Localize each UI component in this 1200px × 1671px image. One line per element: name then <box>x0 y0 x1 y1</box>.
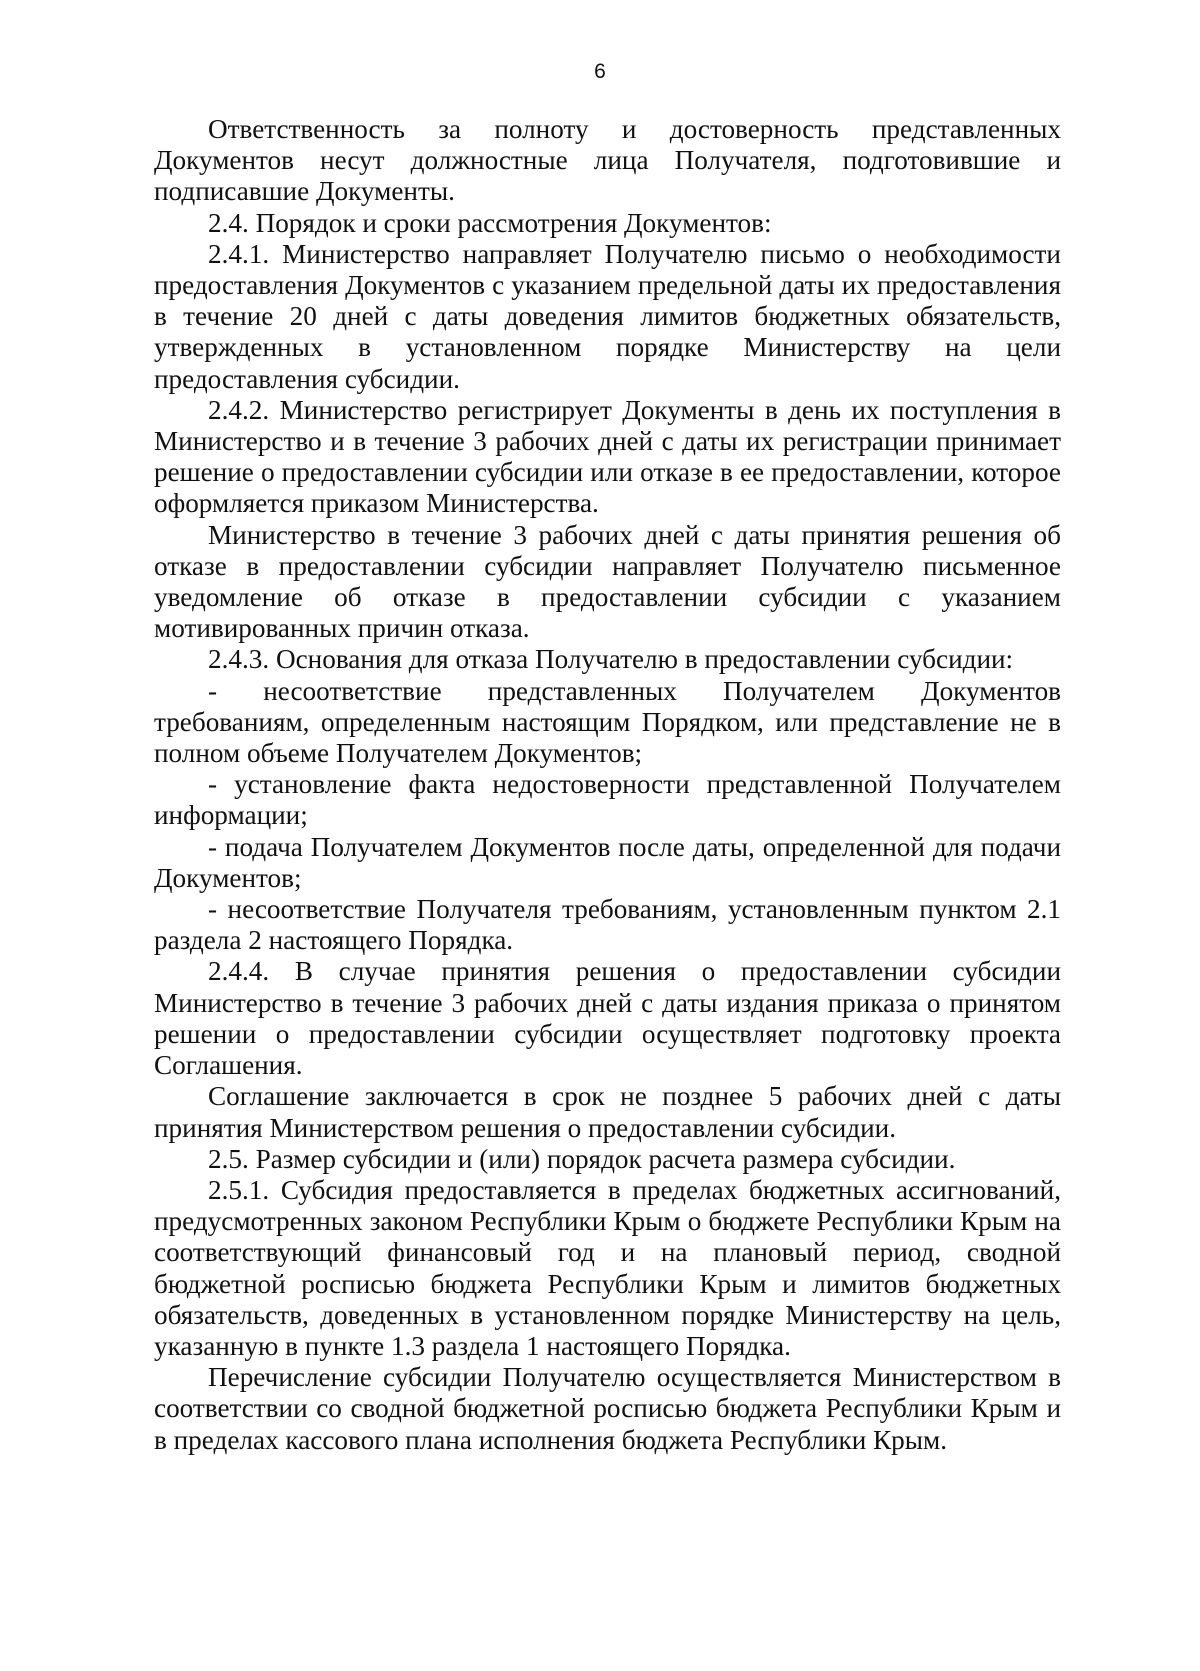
paragraph-2-4-3: 2.4.3. Основания для отказа Получателю в предоставлении субсидии: <box>208 644 1014 675</box>
page-number: 6 <box>594 60 606 83</box>
list-item-late-submission: - подача Получателем Документов после даты, определенной для подачи Документов; <box>154 831 1061 893</box>
paragraph-transfer: Перечисление субсидии Получателю осуществляется Министерством в соответствии со сводной бюджетной росписью бюджета Республики Крым и в пределах кассового плана исполнения бюджета Республики Крым. <box>154 1362 1061 1455</box>
paragraph-2-4-2: 2.4.2. Министерство регистрирует Документы в день их поступления в Министерство и в течение 3 рабочих дней с даты их регистрации принимает решение о предоставлении субсидии или отказе в ее предоставлении, которое оформляется приказом Министерства. <box>154 394 1061 519</box>
paragraph-2-5-1: 2.5.1. Субсидия предоставляется в пределах бюджетных ассигнований, предусмотренных законом Республики Крым о бюджете Республики Крым на соответствующий финансовый год и на плановый период, сводной бюджетной росписью бюджета Республики Крым и лимитов бюджетных обязательств, доведенных в установленном порядке Министерству на цель, указанную в пункте 1.3 раздела 1 настоящего Порядка. <box>154 1174 1061 1361</box>
paragraph-refusal-notice: Министерство в течение 3 рабочих дней с даты принятия решения об отказе в предоставлении субсидии направляет Получателю письменное уведомление об отказе в предоставлении субсидии с указанием мотивированных причин отказа. <box>154 519 1061 644</box>
list-item-nonconformity-documents: - несоответствие представленных Получателем Документов требованиям, определенным настоящим Порядком, или представление не в полном объеме Получателем Документов; <box>154 675 1061 769</box>
list-item-false-information: - установление факта недостоверности представленной Получателем информации; <box>154 769 1061 831</box>
paragraph-agreement-term: Соглашение заключается в срок не позднее 5 рабочих дней с даты принятия Министерством решения о предоставлении субсидии. <box>154 1081 1061 1143</box>
paragraph-2-5-heading: 2.5. Размер субсидии и (или) порядок расчета размера субсидии. <box>208 1143 956 1174</box>
paragraph-2-4-4: 2.4.4. В случае принятия решения о предоставлении субсидии Министерство в течение 3 рабочих дней с даты издания приказа о принятом решении о предоставлении субсидии осуществляет подготовку проекта Соглашения. <box>154 956 1061 1081</box>
list-item-nonconformity-recipient: - несоответствие Получателя требованиям, установленным пунктом 2.1 раздела 2 настоящего Порядка. <box>154 894 1061 956</box>
paragraph-responsibility: Ответственность за полноту и достоверность представленных Документов несут должностные лица Получателя, подготовившие и подписавшие Документы. <box>154 114 1061 207</box>
document-body <box>154 114 1061 1456</box>
paragraph-2-4-1: 2.4.1. Министерство направляет Получателю письмо о необходимости предоставления Документов с указанием предельной даты их предоставления в течение 20 дней с даты доведения лимитов бюджетных обязательств, утвержденных в установленном порядке Министерству на цели предоставления субсидии. <box>154 238 1061 394</box>
paragraph-2-4-heading: 2.4. Порядок и сроки рассмотрения Документов: <box>208 207 772 238</box>
